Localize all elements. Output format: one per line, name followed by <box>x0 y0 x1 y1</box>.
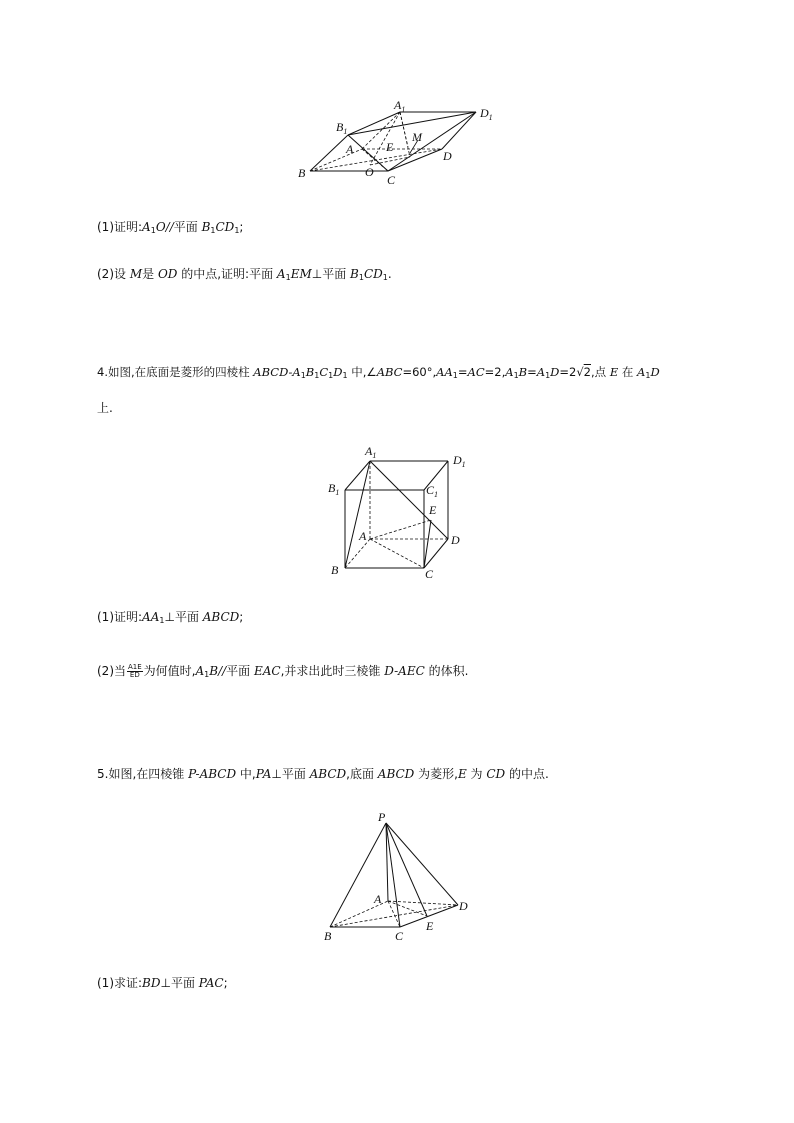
label-E: E <box>386 140 394 154</box>
label-C: C <box>387 173 396 187</box>
label-A1: $A_1$ <box>394 98 406 114</box>
parallelepiped-diagram <box>290 95 510 190</box>
q5-stem: 5.如图,在四棱锥 P-ABCD 中,PA⊥平面 ABCD,底面 ABCD 为菱形,E 为 CD 的中点. <box>97 767 549 781</box>
q5-part1: (1)求证:BD⊥平面 PAC; <box>97 976 228 990</box>
q3-part2: (2)设 M是 OD 的中点,证明:平面 $A_1EM\perp$平面 $B_1CD_1$. <box>97 267 392 282</box>
q3-part1: (1)证明$:A_1O//$平面 $B_1CD_1$; <box>97 220 244 235</box>
label-B: B <box>298 166 306 180</box>
label-C: C <box>425 567 434 581</box>
label-C1: $C_1$ <box>426 483 439 499</box>
label-B1: $B_1$ <box>328 481 340 497</box>
label-D: D <box>443 149 452 163</box>
ratio-fraction: $\frac{A1E}{ED}$ <box>128 663 142 679</box>
label-D1: $D_1$ <box>453 453 466 469</box>
figure-parallelepiped <box>290 95 510 190</box>
pyramid-diagram <box>318 805 478 945</box>
label-A: A <box>374 892 382 906</box>
label-D: D <box>459 899 468 913</box>
label-D: D <box>451 533 460 547</box>
label-D1: $D_1$ <box>480 106 493 122</box>
label-A: A <box>359 529 367 543</box>
label-O: O <box>365 165 374 179</box>
label-A: A <box>346 142 354 156</box>
q4-part2: (2)当 $\frac{A1E}{ED}$ 为何值时$,A_1B//$平面 EAC,并求出此时三棱锥 D-AEC 的体积. <box>97 663 469 679</box>
figure-pyramid <box>318 805 478 945</box>
label-B: B <box>324 929 332 943</box>
label-B1: $B_1$ <box>336 120 348 136</box>
label-C: C <box>395 929 404 943</box>
label-A1: $A_1$ <box>365 444 377 460</box>
label-E: E <box>426 919 434 933</box>
label-B: B <box>331 563 339 577</box>
label-M: M <box>412 130 422 144</box>
label-E: E <box>429 503 437 517</box>
figure-prism <box>325 440 475 585</box>
q4-stem: 4.如图,在底面是菱形的四棱柱 ABCD-$A_1B_1C_1D_1$ 中$,\angle ABC=60^\circ,AA_1=AC=2,A_1B=A_1D=2√2$,点 E 在 $A_1D$ <box>97 365 660 380</box>
q4-stem-tail: 上. <box>97 401 113 415</box>
q4-part1: (1)证明$:AA_1\perp$平面 ABCD; <box>97 610 244 625</box>
label-P: P <box>378 810 386 824</box>
prism-diagram <box>325 440 475 585</box>
